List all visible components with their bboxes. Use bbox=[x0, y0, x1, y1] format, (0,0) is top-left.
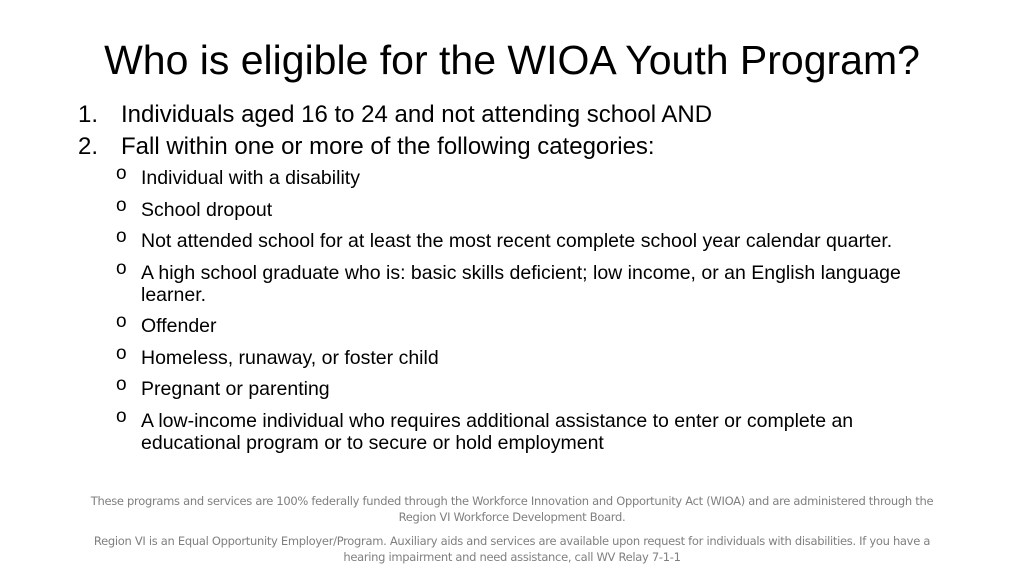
category-text: Homeless, runaway, or foster child bbox=[141, 346, 439, 369]
category-text: A high school graduate who is: basic skills deficient; low income, or an English language learner. bbox=[141, 261, 901, 306]
bullet-icon: o bbox=[116, 163, 127, 184]
equal-opportunity-notice: Region VI is an Equal Opportunity Employer/Program. Auxiliary aids and services are available upon request for individuals with disabilities. If you have a hearing impairment and need assistance, call WV Relay 7-1-1 bbox=[93, 534, 931, 564]
category-text: Pregnant or parenting bbox=[141, 378, 330, 400]
category-text: Individual with a disability bbox=[141, 167, 360, 189]
category-item bbox=[116, 405, 946, 454]
category-text: School dropout bbox=[141, 198, 273, 221]
category-text: A low-income individual who requires additional assistance to enter or complete an educational program or to secure or hold employment bbox=[141, 409, 854, 454]
item-text: Fall within one or more of the following categories: bbox=[121, 133, 655, 160]
category-item bbox=[116, 194, 946, 221]
category-item bbox=[116, 163, 946, 189]
bullet-icon: o bbox=[116, 342, 127, 364]
bullet-icon: o bbox=[116, 374, 127, 395]
numbered-item bbox=[78, 131, 978, 163]
category-list bbox=[116, 163, 946, 463]
item-number: 1. bbox=[78, 101, 99, 128]
slide-title: Who is eligible for the WIOA Youth Program? bbox=[104, 37, 920, 83]
bullet-icon: o bbox=[116, 311, 127, 332]
funding-disclaimer: These programs and services are 100% federally funded through the Workforce Innovation and Opportunity Act (WIOA) and are administered through the Region VI Workforce Development Board. bbox=[90, 494, 934, 524]
numbered-item bbox=[78, 99, 978, 131]
numbered-list bbox=[78, 99, 978, 163]
category-text: Not attended school for at least the most recent complete school year calendar quarter. bbox=[141, 230, 893, 252]
category-item bbox=[116, 374, 946, 400]
item-text: Individuals aged 16 to 24 and not attending school AND bbox=[121, 101, 713, 128]
bullet-icon: o bbox=[116, 226, 127, 247]
bullet-icon: o bbox=[116, 405, 127, 427]
category-item bbox=[116, 226, 946, 252]
bullet-icon: o bbox=[116, 194, 127, 216]
item-number: 2. bbox=[78, 133, 99, 160]
category-text: Offender bbox=[141, 315, 217, 337]
category-item bbox=[116, 257, 946, 306]
bullet-icon: o bbox=[116, 257, 127, 279]
category-item bbox=[116, 342, 946, 369]
category-item bbox=[116, 311, 946, 337]
